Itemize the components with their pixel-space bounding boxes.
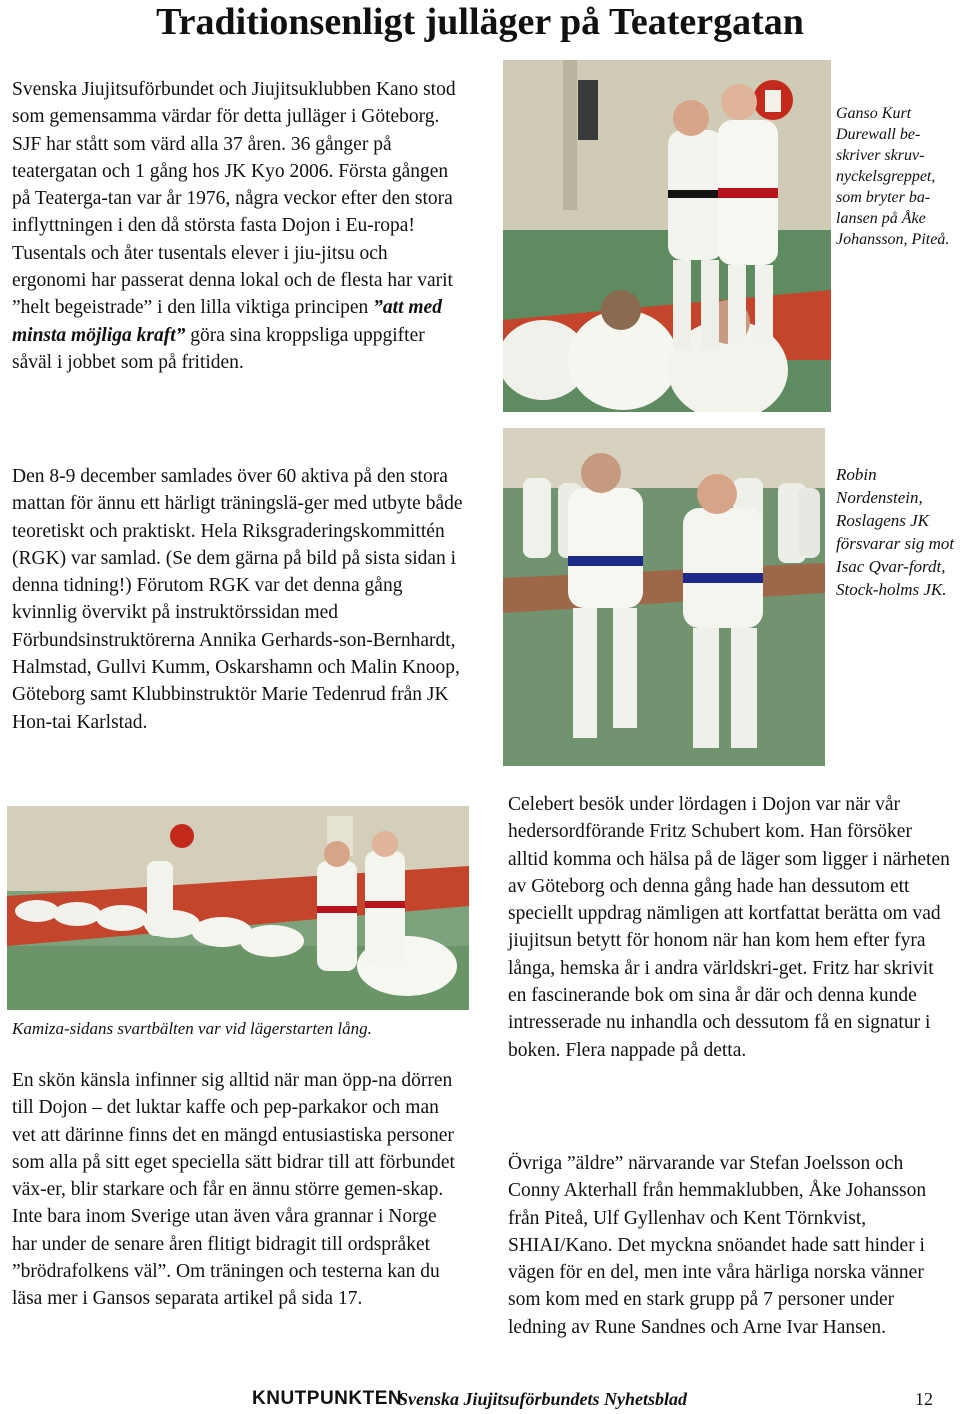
photo-self-defence-practice xyxy=(503,428,825,766)
photo-instructors-image xyxy=(503,60,831,412)
caption-kamiza: Kamiza-sidans svartbälten var vid lägerstarten lång. xyxy=(12,1019,372,1038)
article-visit-paragraph: Celebert besök under lördagen i Dojon var när vår hedersordförande Fritz Schubert kom. Han försöker alltid komma och hälsa på de läger som ligger i närheten av Göteborg och denna gång hade han dessutom ett speciellt uppdrag nämligen att kortfattat berätta om vad jiujitsun betytt för honom när han kom hem efter fyra långa, hemska år i andra världskri-get. Fritz har skrivit en fascinerande bok om sina år där och denna kunde intresserade nu inhandla och dessutom få en signatur i boken. Flera nappade på detta. xyxy=(508,794,950,1061)
photo-kamiza-bow xyxy=(7,806,469,1010)
photo-instructors-demonstration xyxy=(503,60,831,412)
article-guests-paragraph: Övriga ”äldre” närvarande var Stefan Joelsson och Conny Akterhall från hemmaklubben, Åke Johansson från Piteå, Ulf Gyllenhav och Kent Törnkvist, SHIAI/Kano. Det myckna snöandet hade satt hinder i vägen för en del, men inte våra härliga norska vänner som kom med en stark grupp på 7 personer under ledning av Rune Sandnes och Arne Ivar Hansen. xyxy=(508,1153,927,1338)
article-dojo-paragraph: En skön känsla infinner sig alltid när man öpp-na dörren till Dojon – det luktar kaffe och pep-parkakor och man vet att därinne finns det en mängd entusiastiska personer som alla på sitt eget speciella sätt bidrar till att förbundet väx-er, blir starkare och får en ännu större gemen-skap. Inte bara inom Sverige utan även våra grannar i Norge har under de senare åren flitigt bidragit till ordspråket ”brödrafolkens väl”. Om träningen och testerna kan du läsa mer i Gansos separata artikel på sida 17. xyxy=(12,1070,455,1310)
newsletter-subtitle: Svenska Jiujitsuförbundets Nyhetsblad xyxy=(398,1389,688,1409)
intro-paragraph: Svenska Jiujitsuförbundet och Jiujitsuklubben Kano stod som gemensamma värdar för detta julläger i Göteborg. SJF har stått som värd alla 37 åren. 36 gånger på teatergatan och 1 gång hos JK Kyo 2006. Första gången på Teaterga-tan var år 1976, några veckor efter den stora inflyttningen i den då största fasta Dojon i Eu-ropa! Tusentals och åter tusentals elever i jiu-jitsu och ergonomi har passerat denna lokal och de flesta har varit ”helt begeistrade” i den lilla viktiga principen ”att med minsta möjliga kraft” göra sina kroppsliga uppgifter såväl i jobbet som på fritiden. xyxy=(12,79,456,373)
page-number: 12 xyxy=(915,1389,933,1409)
caption-practice: Robin Nordenstein, Roslagens JK försvarar sig mot Isac Qvar-fordt, Stock-holms JK. xyxy=(836,465,955,599)
page-footer xyxy=(0,1388,960,1412)
newsletter-brand: KNUTPUNKTEN xyxy=(252,1388,403,1409)
principle-quote: ”att med minsta möjliga kraft” xyxy=(12,297,442,346)
photo-practice-image xyxy=(503,428,825,766)
photo-kamiza-image xyxy=(7,806,469,1010)
page-title: Traditionsenligt julläger på Teatergatan xyxy=(156,1,804,43)
caption-instructors: Ganso Kurt Durewall be-skriver skruv-nyckelsgreppet, som bryter ba-lansen på Åke Johansson, Piteå. xyxy=(836,105,950,248)
article-intro xyxy=(12,76,464,376)
article-camp-paragraph: Den 8-9 december samlades över 60 aktiva på den stora mattan för ännu ett härligt träningslä-ger med utbyte både teoretiskt och praktiskt. Hela Riksgraderingskommittén (RGK) var samlad. (Se dem gärna på bild på sista sidan i denna tidning!) Förutom RGK var det denna gång kvinnlig övervikt på instruktörssidan med Förbundsinstruktörerna Annika Gerhards-son-Bernhardt, Halmstad, Gullvi Kumm, Oskarshamn och Malin Knoop, Göteborg samt Klubbinstruktör Marie Tedenrud från JK Hon-tai Karlstad. xyxy=(12,466,463,733)
